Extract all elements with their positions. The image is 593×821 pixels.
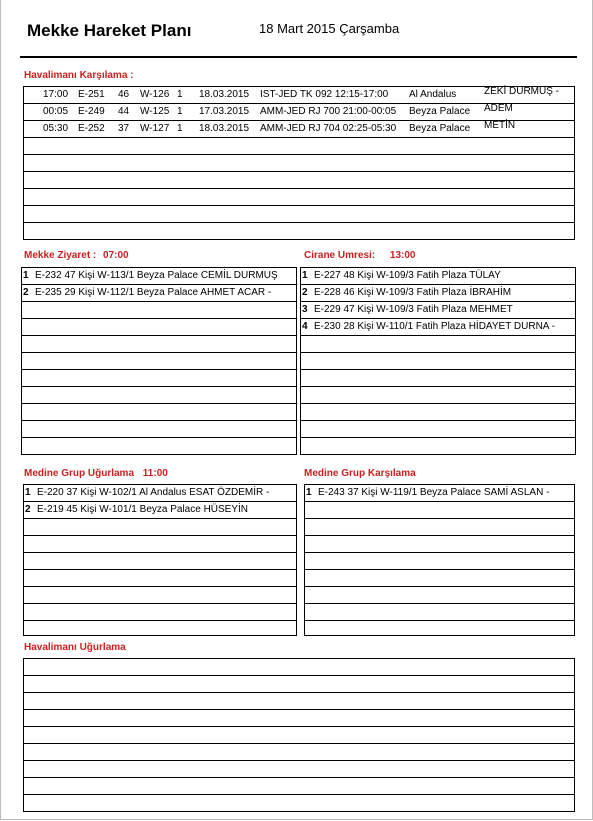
table-row: [24, 570, 296, 587]
table-row: [24, 693, 574, 710]
table-row: [301, 404, 575, 421]
arrival-n: 1: [177, 106, 183, 117]
row-number: 3: [302, 304, 308, 315]
row-number: 1: [306, 487, 312, 498]
table-row: [24, 502, 296, 519]
page-date: 18 Mart 2015 Çarşamba: [259, 21, 400, 36]
arrival-hotel: Beyza Palace: [409, 123, 471, 134]
arrival-group: E-251: [78, 89, 105, 100]
table-row: [24, 121, 574, 138]
medine-ugurlama-header: [24, 468, 168, 479]
table-row: [22, 370, 296, 387]
table-row: [301, 370, 575, 387]
arrival-count: 46: [118, 89, 130, 100]
mekke-ziyaret-table: [21, 267, 297, 455]
table-row: [24, 87, 574, 104]
table-row: [22, 285, 296, 302]
arrival-count: 44: [118, 106, 130, 117]
table-row: [305, 587, 574, 604]
arrival-n: 1: [177, 123, 183, 134]
table-row: [24, 138, 574, 155]
arrival-group: E-249: [78, 106, 105, 117]
table-row: [301, 319, 575, 336]
table-row: [22, 387, 296, 404]
medine-ugurlama-title: Medine Grup Uğurlama: [24, 468, 135, 479]
table-row: [305, 485, 574, 502]
header-rule: [20, 56, 577, 58]
row-text: E-235 29 Kişi W-112/1 Beyza Palace AHMET ACAR -: [35, 287, 272, 298]
havalimani-ugurlama-table: [23, 658, 575, 812]
arrival-time: 05:30: [43, 123, 69, 134]
arrival-guide: ADEM: [484, 103, 513, 114]
table-row: [22, 404, 296, 421]
row-number: 4: [302, 321, 308, 332]
page-title: Mekke Hareket Planı: [27, 21, 192, 40]
table-row: [24, 189, 574, 206]
table-row: [305, 536, 574, 553]
table-row: [22, 336, 296, 353]
arrival-guide: ZEKİ DURMUŞ -: [484, 86, 559, 97]
table-row: [305, 502, 574, 519]
arrival-flight: IST-JED TK 092 12:15-17:00: [260, 89, 389, 100]
table-row: [301, 336, 575, 353]
table-row: [24, 587, 296, 604]
table-row: [305, 621, 574, 638]
table-row: [24, 795, 574, 812]
arrival-flight: AMM-JED RJ 704 02:25-05:30: [260, 123, 397, 134]
table-row: [301, 353, 575, 370]
row-text: E-220 37 Kişi W-102/1 Al Andalus ESAT ÖZDEMİR -: [37, 487, 270, 498]
table-row: [24, 778, 574, 795]
table-row: [301, 438, 575, 455]
table-row: [22, 438, 296, 455]
cirane-table: [300, 267, 576, 455]
row-text: E-228 46 Kişi W-109/3 Fatih Plaza İBRAHİM: [314, 287, 512, 298]
table-row: [24, 604, 296, 621]
table-row: [301, 285, 575, 302]
table-row: [301, 421, 575, 438]
table-row: [24, 659, 574, 676]
row-text: E-230 28 Kişi W-110/1 Fatih Plaza HİDAYET DURNA -: [314, 321, 556, 332]
arrival-hotel: Al Andalus: [409, 89, 457, 100]
table-row: [24, 761, 574, 778]
arrival-room: W-125: [140, 106, 170, 117]
arrival-date: 18.03.2015: [199, 123, 250, 134]
table-row: [24, 519, 296, 536]
medine-karsilama-title: Medine Grup Karşılama: [304, 468, 416, 479]
arrival-room: W-127: [140, 123, 170, 134]
arrival-hotel: Beyza Palace: [409, 106, 471, 117]
table-row: [22, 353, 296, 370]
row-text: E-232 47 Kişi W-113/1 Beyza Palace CEMİL DURMUŞ: [35, 270, 278, 281]
medine-ugurlama-time: 11:00: [142, 468, 168, 479]
arrivals-table: [23, 86, 575, 240]
row-text: E-229 47 Kişi W-109/3 Fatih Plaza MEHMET: [314, 304, 513, 315]
row-text: E-219 45 Kişi W-101/1 Beyza Palace HÜSEYİN: [37, 504, 249, 515]
table-row: [24, 710, 574, 727]
row-number: 2: [23, 287, 29, 298]
table-row: [24, 485, 296, 502]
row-number: 2: [25, 504, 31, 515]
table-row: [22, 319, 296, 336]
arrival-guide: METİN: [484, 120, 516, 131]
table-row: [22, 302, 296, 319]
arrival-n: 1: [177, 89, 183, 100]
row-text: E-243 37 Kişi W-119/1 Beyza Palace SAMİ ASLAN -: [318, 487, 550, 498]
mekke-ziyaret-header: [24, 250, 129, 261]
table-row: [24, 206, 574, 223]
table-row: [22, 421, 296, 438]
table-row: [24, 744, 574, 761]
table-row: [301, 302, 575, 319]
row-number: 1: [23, 270, 29, 281]
table-row: [24, 553, 296, 570]
table-row: [24, 621, 296, 638]
arrival-time: 17:00: [43, 89, 69, 100]
arrival-count: 37: [118, 123, 130, 134]
arrival-group: E-252: [78, 123, 105, 134]
table-row: [24, 223, 574, 240]
table-row: [24, 727, 574, 744]
arrival-time: 00:05: [43, 106, 69, 117]
cirane-title: Cirane Umresi:: [304, 250, 376, 261]
medine-karsilama-table: [304, 484, 575, 636]
row-number: 1: [25, 487, 31, 498]
medine-ugurlama-table: [23, 484, 297, 636]
table-row: [24, 155, 574, 172]
table-row: [24, 104, 574, 121]
table-row: [301, 387, 575, 404]
table-row: [305, 553, 574, 570]
arrival-flight: AMM-JED RJ 700 21:00-00:05: [260, 106, 397, 117]
table-row: [305, 570, 574, 587]
table-row: [301, 268, 575, 285]
row-number: 2: [302, 287, 308, 298]
arrivals-title: Havalimanı Karşılama :: [24, 70, 134, 81]
arrival-date: 17.03.2015: [199, 106, 250, 117]
table-row: [22, 268, 296, 285]
table-row: [24, 536, 296, 553]
table-row: [24, 172, 574, 189]
havalimani-ugurlama-title: Havalimanı Uğurlama: [24, 642, 126, 653]
row-text: E-227 48 Kişi W-109/3 Fatih Plaza TÜLAY: [314, 270, 501, 281]
table-row: [305, 519, 574, 536]
mekke-ziyaret-title: Mekke Ziyaret :: [24, 250, 97, 261]
cirane-header: [304, 250, 416, 261]
table-row: [305, 604, 574, 621]
row-number: 1: [302, 270, 308, 281]
arrival-date: 18.03.2015: [199, 89, 250, 100]
mekke-ziyaret-time: 07:00: [103, 250, 129, 261]
table-row: [24, 676, 574, 693]
cirane-time: 13:00: [389, 250, 416, 261]
arrival-room: W-126: [140, 89, 170, 100]
